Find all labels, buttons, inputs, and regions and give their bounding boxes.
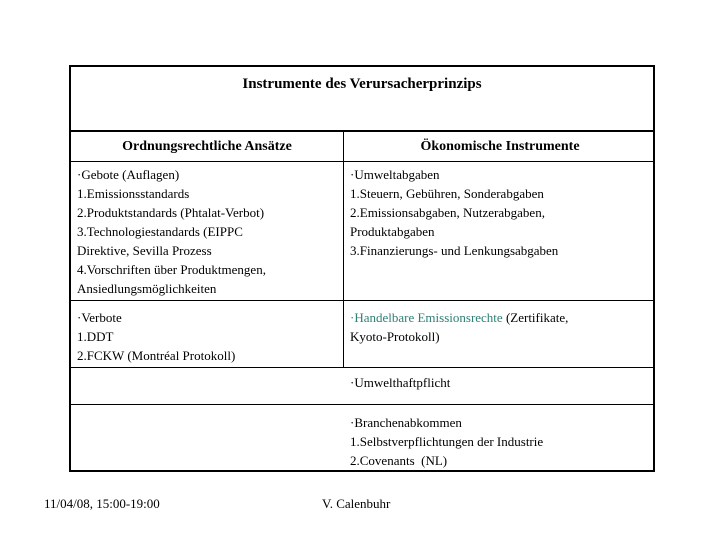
cell-heading: ·Umweltabgaben: [350, 167, 440, 182]
cell-line: 2.Emissionsabgaben, Nutzerabgaben,: [350, 205, 545, 220]
emissionsrechte-link[interactable]: ·Handelbare Emissionsrechte: [350, 310, 503, 325]
cell-gebote: [77, 165, 266, 298]
cell-verbote: [77, 308, 235, 365]
cell-umweltabgaben: [350, 165, 558, 260]
cell-line: Ansiedlungsmöglichkeiten: [77, 281, 217, 296]
cell-heading: ·Gebote (Auflagen): [77, 167, 180, 182]
cell-line: 4.Vorschriften über Produktmengen,: [77, 262, 266, 277]
divider: [71, 367, 653, 368]
cell-line: Direktive, Sevilla Prozess: [77, 243, 212, 258]
footer-date: 11/04/08, 15:00-19:00: [44, 496, 160, 511]
cell-line: Produktabgaben: [350, 224, 435, 239]
cell-umwelthaftpflicht: [350, 373, 450, 392]
cell-branchenabkommen: [350, 413, 543, 470]
cell-line: 2.FCKW (Montréal Protokoll): [77, 348, 236, 363]
divider: [71, 161, 653, 162]
cell-heading: ·Branchenabkommen: [350, 415, 462, 430]
column-header-left: Ordnungsrechtliche Ansätze: [122, 139, 292, 154]
cell-line: 1.Emissionsstandards: [77, 186, 190, 201]
cell-emissionsrechte: [350, 308, 568, 346]
cell-heading-rest: (Zertifikate,: [502, 310, 569, 325]
cell-heading: ·Umwelthaftpflicht: [350, 375, 451, 390]
divider: [71, 404, 653, 405]
cell-line: 3.Technologiestandards (EIPPC: [77, 224, 243, 239]
divider: [71, 300, 653, 301]
cell-line: 3.Finanzierungs- und Lenkungsabgaben: [350, 243, 559, 258]
table-frame: [69, 65, 655, 472]
page-title: Instrumente des Verursacherprinzips: [242, 76, 482, 92]
cell-line: Kyoto-Protokoll): [350, 329, 440, 344]
column-header-right: Ökonomische Instrumente: [420, 139, 580, 154]
cell-heading: ·Verbote: [77, 310, 122, 325]
cell-line: 2.Produktstandards (Phtalat-Verbot): [77, 205, 265, 220]
cell-heading-line: [350, 308, 568, 327]
cell-line: 1.Selbstverpflichtungen der Industrie: [350, 434, 544, 449]
column-divider: [343, 130, 344, 367]
divider: [71, 130, 653, 132]
cell-line: 2.Covenants (NL): [350, 453, 448, 468]
footer-author: V. Calenbuhr: [322, 496, 391, 511]
cell-line: 1.Steuern, Gebühren, Sonderabgaben: [350, 186, 544, 201]
cell-line: 1.DDT: [77, 329, 114, 344]
